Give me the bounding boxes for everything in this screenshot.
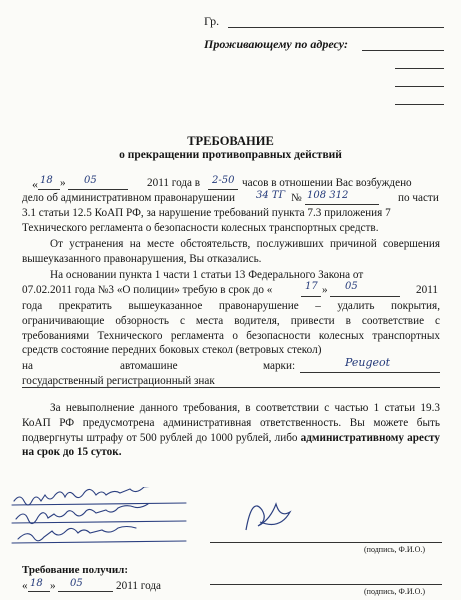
handwritten-protocol-number: 108 312 [307, 190, 349, 201]
body-p1-c: дело об административном правонарушении [22, 192, 235, 204]
recipient-line [228, 27, 444, 28]
body-p4-bold: административному аресту на срок до 15 суток. [22, 431, 441, 459]
address-line-3 [395, 86, 444, 87]
body-p1-f: Технического регламента о безопасности колесных транспортных средств. [22, 222, 379, 234]
body-p2: От устранения на месте обстоятельств, послуживших причиной совершения вышеуказанного правонарушения, Вы отказались. [22, 238, 440, 265]
handwritten-car-brand: Peugeot [345, 356, 391, 369]
handwritten-deadline-day: 17 [305, 281, 318, 292]
recipient-signature-line [210, 584, 442, 585]
document-subtitle: о прекращении противоправных действий [119, 149, 342, 161]
address-line-4 [395, 104, 444, 105]
handwritten-day: 18 [40, 175, 53, 186]
handwritten-protocol-series: 34 ТГ [256, 190, 286, 201]
body-p3-b: 07.02.2011 года №3 «О полиции» требую в срок до « [22, 284, 273, 296]
received-year: 2011 года [116, 580, 161, 592]
handwritten-deadline-month: 05 [345, 281, 358, 292]
body-p4 [22, 401, 440, 460]
body-p3-i: государственный регистрационный знак [22, 375, 215, 387]
body-p3-c: » [322, 284, 328, 296]
body-p4-text: За невыполнение данного требования, в соответствии с частью 1 статьи 19.3 КоАП РФ предусмотрена административная ответственность. Вы можете быть подвергнуты штрафу от 500 рублей до 1000 рублей, либо [22, 402, 440, 444]
address-line-2 [395, 68, 444, 69]
address-line-1 [362, 50, 444, 51]
document-title: ТРЕБОВАНИЕ [187, 134, 274, 148]
body-p1-e: 3.1 статьи 12.5 КоАП РФ, за нарушение требований пункта 7.3 приложения 7 [22, 207, 391, 219]
body-p3-f: на [22, 360, 33, 372]
officer-signature-line [210, 542, 442, 543]
officer-handwriting [10, 487, 190, 555]
body-p3-e: года прекратить вышеуказанное правонарушение – удалить покрытия, ограничивающие обзорность с места водителя, привести в соответствие с требованиями Технического регламента о безопасности колесных транспортных средств состояние передних боковых стекол (ветровых стекол) [22, 300, 440, 357]
body-p3-g: автомашине [120, 360, 178, 372]
body-p3-d: 2011 [416, 284, 438, 296]
received-label: Требование получил: [22, 564, 128, 576]
body-p3-h: марки: [263, 360, 296, 372]
body-p1-a: 2011 года в [147, 177, 201, 189]
body-p1-d: по части [398, 192, 439, 204]
handwritten-hour: 2-50 [212, 175, 235, 186]
officer-signature [240, 492, 300, 544]
recipient-label: Гр. [204, 14, 220, 28]
handwritten-month: 05 [84, 175, 97, 186]
recipient-signature-caption: (подпись, Ф.И.О.) [364, 587, 426, 596]
address-label: Проживающему по адресу: [204, 37, 348, 51]
body-p3-a: На основании пункта 1 части 1 статьи 13 Федерального Закона от [50, 269, 364, 281]
received-day: 18 [30, 578, 43, 589]
received-month: 05 [70, 578, 83, 589]
body-p1-b: часов в отношении Вас возбуждено [242, 177, 412, 189]
officer-signature-caption: (подпись, Ф.И.О.) [364, 545, 426, 554]
